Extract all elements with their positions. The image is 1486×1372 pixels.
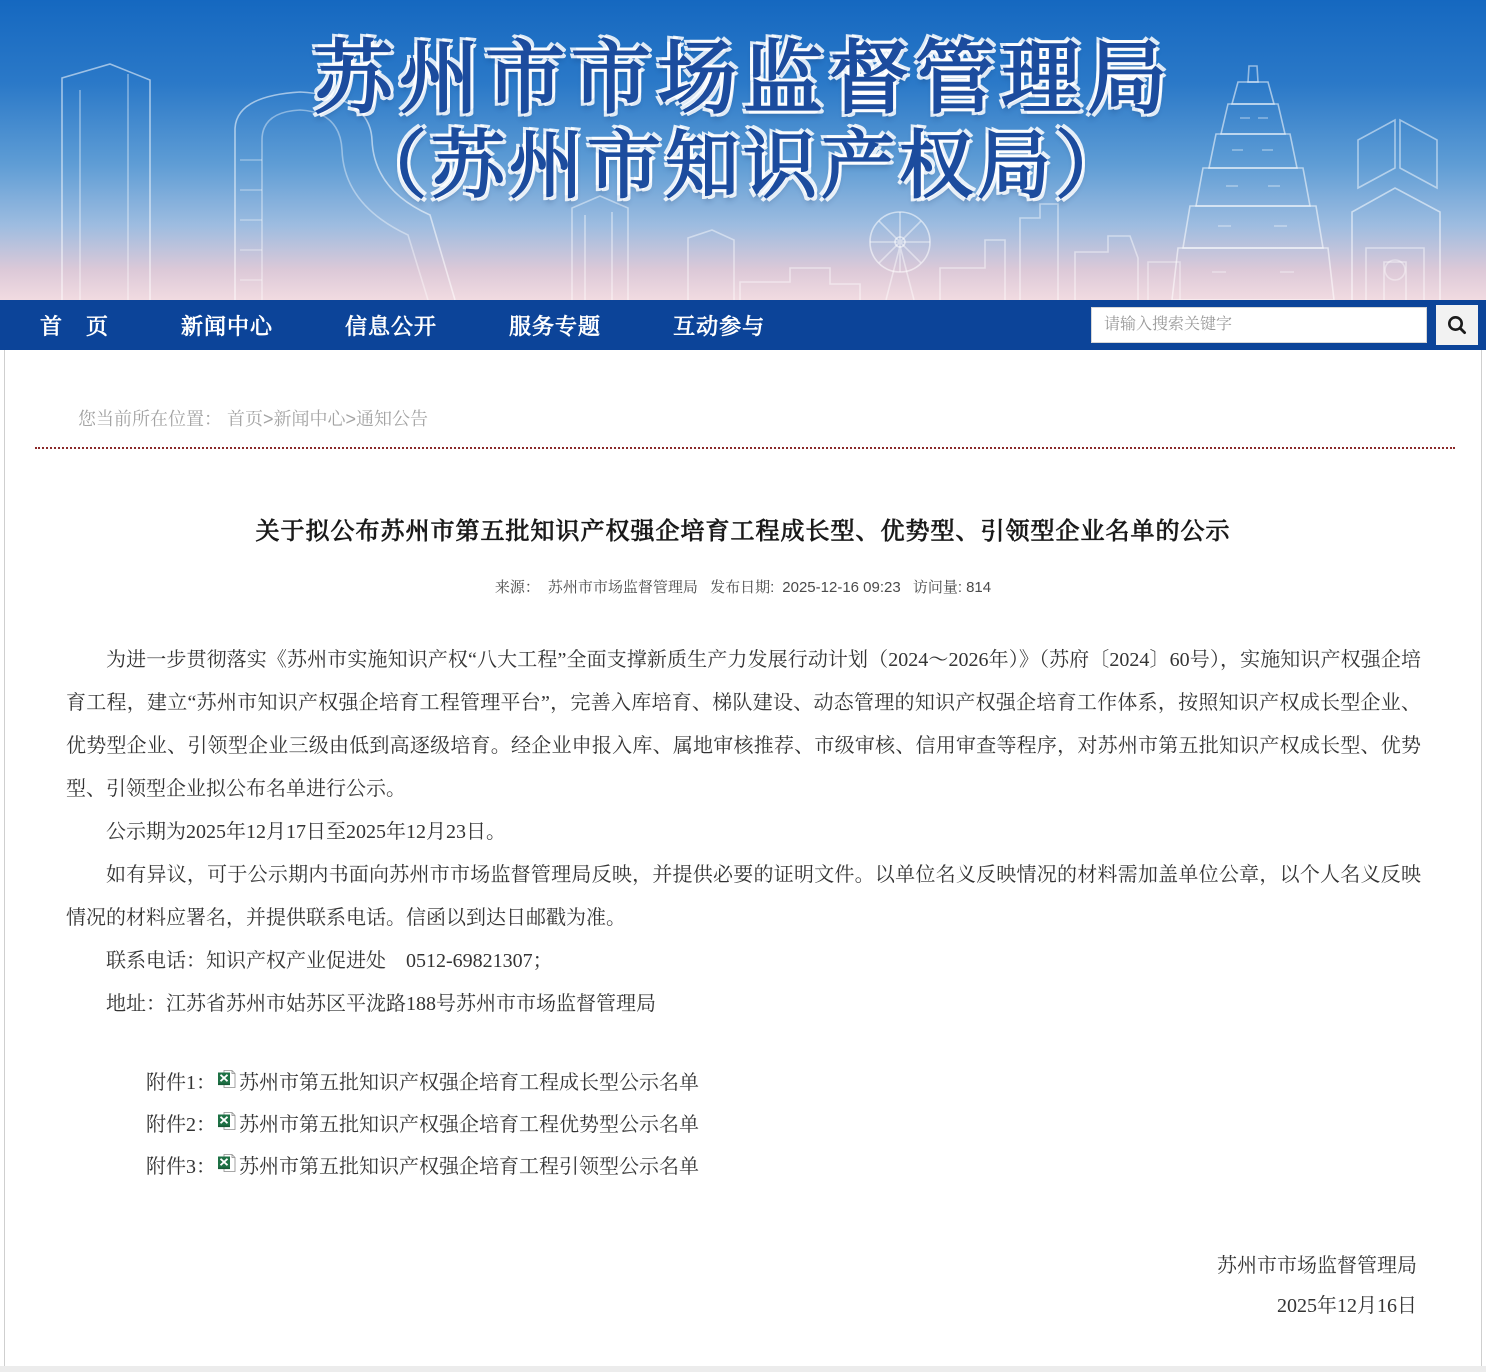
nav-item-home[interactable]: 首 页 bbox=[40, 313, 110, 339]
attachment-row bbox=[66, 1062, 1421, 1104]
attachment-link-growth-list[interactable] bbox=[216, 1062, 699, 1104]
paragraph: 为进一步贯彻落实《苏州市实施知识产权“八大工程”全面支撑新质生产力发展行动计划（2024～2026年）》（苏府〔2024〕60号），实施知识产权强企培育工程，建立“苏州市知识产权强企培育工程管理平台”，完善入库培育、梯队建设、动态管理的知识产权强企培育工作体系，按照知识产权成长型企业、优势型企业、引领型企业三级由低到高逐级培育。经企业申报入库、属地审核推荐、市级审核、信用审查等程序，对苏州市第五批知识产权成长型、优势型、引领型企业拟公布名单进行公示。 bbox=[66, 649, 1421, 800]
paragraph: 公示期为2025年12月17日至2025年12月23日。 bbox=[106, 821, 506, 843]
attachment-link-advantage-list[interactable] bbox=[216, 1104, 699, 1146]
nav-item-news[interactable]: 新闻中心 bbox=[181, 313, 274, 339]
search-bar bbox=[1091, 305, 1478, 345]
search-input[interactable] bbox=[1091, 307, 1427, 343]
site-title-line2: （苏州市知识产权局） bbox=[353, 124, 1133, 208]
attachment-name: 苏州市第五批知识产权强企培育工程引领型公示名单 bbox=[239, 1156, 699, 1178]
meta-views-value: 814 bbox=[966, 579, 992, 596]
nav-item-service-topics[interactable]: 服务专题 bbox=[509, 313, 602, 339]
breadcrumb-label: 您当前所在位置： bbox=[78, 409, 222, 429]
excel-file-icon bbox=[217, 1104, 237, 1146]
content-container bbox=[4, 350, 1482, 1366]
breadcrumb bbox=[5, 350, 1481, 431]
attachment-name: 苏州市第五批知识产权强企培育工程优势型公示名单 bbox=[239, 1114, 699, 1136]
meta-date-label: 发布日期: bbox=[710, 579, 775, 596]
article-meta bbox=[5, 576, 1481, 597]
main-nav bbox=[0, 300, 1486, 350]
article-title: 关于拟公布苏州市第五批知识产权强企培育工程成长型、优势型、引领型企业名单的公示 bbox=[255, 518, 1231, 545]
meta-date-value: 2025-12-16 09:23 bbox=[782, 579, 901, 596]
dotted-divider bbox=[35, 447, 1455, 449]
nav-item-interaction[interactable]: 互动参与 bbox=[673, 313, 766, 339]
breadcrumb-separator-2: > bbox=[345, 409, 357, 429]
attachment-list bbox=[66, 1062, 1421, 1188]
meta-source-label: 来源： bbox=[494, 579, 540, 596]
meta-views-label: 访问量: bbox=[912, 579, 963, 596]
attachment-name: 苏州市第五批知识产权强企培育工程成长型公示名单 bbox=[239, 1072, 699, 1094]
breadcrumb-separator: > bbox=[263, 409, 274, 429]
nav-item-info-disclosure[interactable]: 信息公开 bbox=[345, 313, 438, 339]
paragraph: 联系电话：知识产权产业促进处 0512-69821307； bbox=[106, 950, 553, 972]
signature-block bbox=[5, 1246, 1417, 1326]
site-banner bbox=[0, 0, 1486, 300]
excel-file-icon bbox=[217, 1146, 237, 1188]
attachment-label: 附件1： bbox=[146, 1072, 216, 1094]
breadcrumb-home[interactable]: 首页 bbox=[227, 409, 264, 429]
paragraph: 地址：江苏省苏州市姑苏区平泷路188号苏州市市场监督管理局 bbox=[106, 993, 656, 1015]
breadcrumb-news-center[interactable]: 新闻中心 bbox=[273, 409, 346, 429]
breadcrumb-notices[interactable]: 通知公告 bbox=[356, 409, 429, 429]
article-body bbox=[66, 639, 1421, 1026]
meta-source-value: 苏州市市场监督管理局 bbox=[547, 579, 698, 596]
attachment-row bbox=[66, 1104, 1421, 1146]
signature-date: 2025年12月16日 bbox=[1277, 1295, 1417, 1317]
site-title-line1: 苏州市市场监督管理局 bbox=[313, 34, 1173, 123]
attachment-label: 附件2： bbox=[146, 1114, 216, 1136]
excel-file-icon bbox=[217, 1062, 237, 1104]
attachment-label: 附件3： bbox=[146, 1156, 216, 1178]
page-bottom-strip bbox=[0, 1366, 1486, 1372]
search-icon bbox=[1445, 313, 1469, 337]
search-button[interactable] bbox=[1436, 305, 1478, 345]
signature-org: 苏州市市场监督管理局 bbox=[1217, 1255, 1417, 1277]
attachment-link-leading-list[interactable] bbox=[216, 1146, 699, 1188]
attachment-row bbox=[66, 1146, 1421, 1188]
paragraph: 如有异议，可于公示期内书面向苏州市市场监督管理局反映，并提供必要的证明文件。以单位名义反映情况的材料需加盖单位公章，以个人名义反映情况的材料应署名，并提供联系电话。信函以到达日邮戳为准。 bbox=[66, 864, 1421, 929]
